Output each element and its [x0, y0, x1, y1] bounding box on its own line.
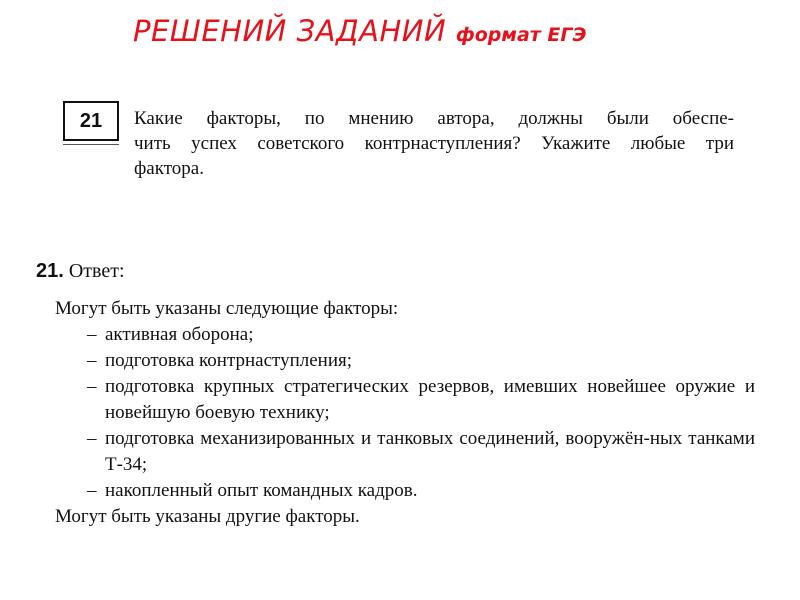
list-dash: – — [87, 350, 97, 371]
list-dash: – — [87, 324, 97, 345]
answer-item-text: активная оборона; — [105, 324, 254, 345]
answer-item-1 — [55, 322, 755, 348]
answer-outro: Могут быть указаны другие факторы. — [55, 506, 360, 527]
task-question-line-2: чить успех советского контрнаступления? Укажите любые три — [134, 133, 734, 154]
task-number-box: 21 — [63, 101, 119, 141]
page-title-format: формат ЕГЭ — [455, 24, 587, 46]
answer-label: Ответ: — [68, 260, 125, 282]
answer-item-5 — [55, 478, 755, 504]
answer-heading — [36, 258, 125, 284]
answer-item-text: подготовка механизированных и танковых соединений, вооружён-ных танками Т-34; — [105, 428, 755, 475]
page-title — [133, 14, 586, 52]
answer-item-text: подготовка крупных стратегических резервов, имевших новейшее оружие и новейшую боевую технику; — [105, 376, 755, 423]
task-question-line-3: фактора. — [134, 158, 204, 179]
answer-item-3 — [55, 374, 755, 426]
answer-item-2 — [55, 348, 755, 374]
list-dash: – — [87, 376, 97, 397]
answer-item-text: подготовка контрнаступления; — [105, 350, 352, 371]
answer-intro: Могут быть указаны следующие факторы: — [55, 298, 399, 319]
task-question-line-1: Какие факторы, по мнению автора, должны были обеспе- — [134, 108, 734, 129]
answer-item-4 — [55, 426, 755, 478]
task-number-underline — [63, 144, 119, 145]
answer-number: 21. — [36, 260, 64, 282]
answer-item-text: накопленный опыт командных кадров. — [105, 480, 418, 501]
task-question — [134, 106, 734, 181]
list-dash: – — [87, 480, 97, 501]
page-title-main: РЕШЕНИЙ ЗАДАНИЙ — [133, 14, 447, 48]
list-dash: – — [87, 428, 97, 449]
answer-body — [55, 296, 755, 530]
